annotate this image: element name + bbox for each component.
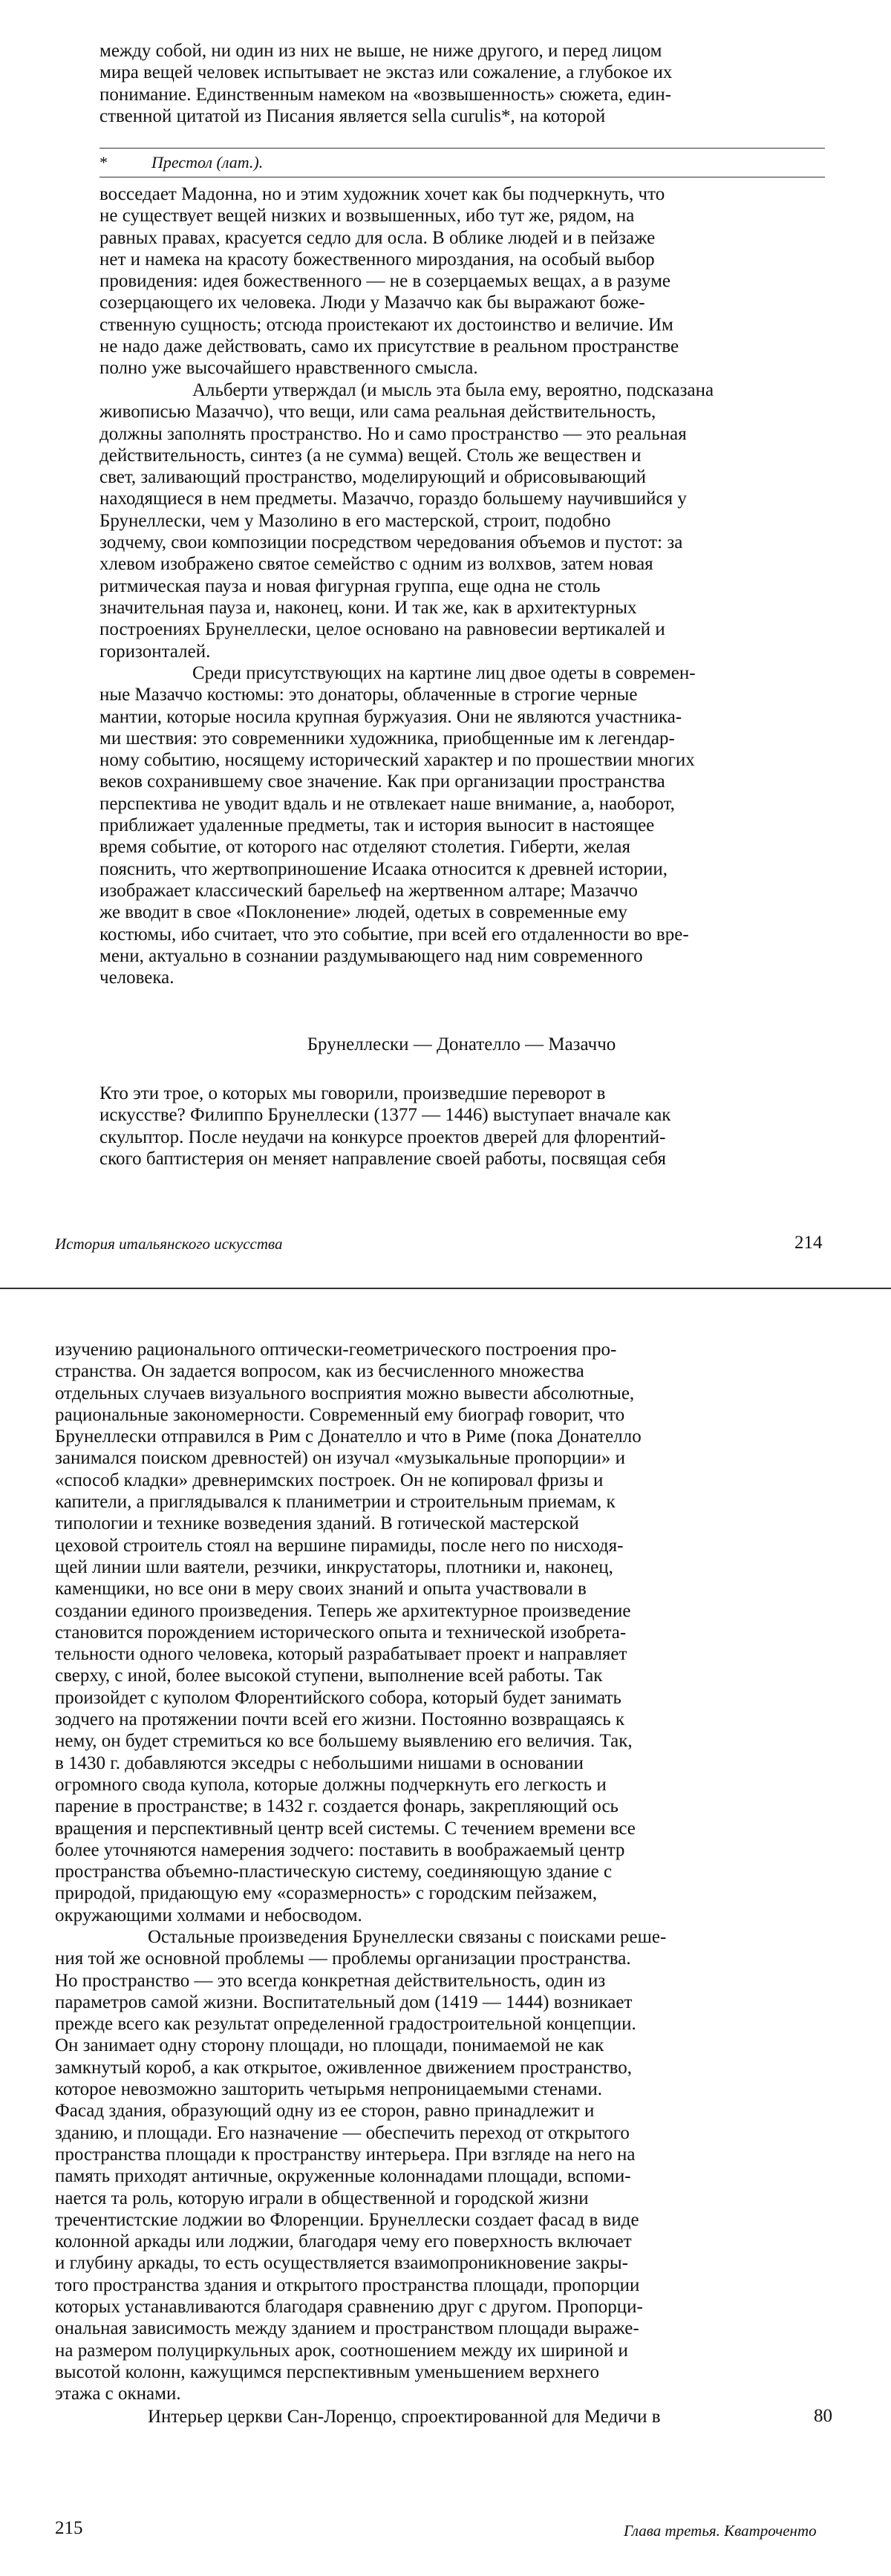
text-line: капители, а приглядывался к планиметрии и строительным приемам, к bbox=[55, 1492, 616, 1513]
page-number: 215 bbox=[55, 2518, 83, 2538]
text-line: Альберти утверждал (и мысль эта была ему, вероятно, подсказана bbox=[192, 380, 714, 400]
text-line: сверху, с иной, более высокой ступени, выполнение всей работы. Так bbox=[55, 1666, 603, 1686]
text-line: время событие, от которого нас отделяют столетия. Гиберти, желая bbox=[99, 837, 630, 858]
paragraph-san-lorenzo bbox=[55, 2406, 781, 2427]
text-line: и глубину аркады, то есть осуществляется взаимопроникновение закры- bbox=[55, 2253, 628, 2274]
text-line: ственной цитатой из Писания является sella curulis*, на которой bbox=[99, 105, 606, 126]
section-heading: Брунеллески — Донателло — Мазаччо bbox=[307, 1034, 616, 1054]
text-line: пространства объемно-пластическую систему, соединяющую здание с bbox=[55, 1862, 613, 1882]
page-number: 214 bbox=[794, 1233, 823, 1253]
text-line: понимание. Единственным намеком на «возвышенность» сюжета, един- bbox=[99, 84, 672, 105]
text-line: каменщики, но все они в меру своих знаний и опыта участвовали в bbox=[55, 1579, 587, 1600]
text-line: горизонталей. bbox=[99, 641, 211, 662]
text-line: которое невозможно зашторить четырьмя непроницаемыми стенами. bbox=[55, 2079, 602, 2100]
text-line: изображает классический барельеф на жертвенном алтаре; Мазаччо bbox=[99, 880, 638, 901]
text-line: вращения и перспективный центр всей системы. С течением времени все bbox=[55, 1818, 636, 1839]
text-line: ному событию, носящему исторический характер и по прошествии многих bbox=[99, 750, 695, 771]
text-line: живописью Мазаччо), что вещи, или сама реальная действительность, bbox=[99, 402, 656, 423]
paragraph-brunelleschi-intro bbox=[99, 1083, 823, 1170]
text-line: тельности одного человека, который разрабатывает проект и направляет bbox=[55, 1644, 627, 1665]
text-line: парение в пространстве; в 1432 г. создается фонарь, закрепляющий ось bbox=[55, 1796, 619, 1817]
text-line: мира вещей человек испытывает не экстаз или сожаление, а глубокое их bbox=[99, 62, 673, 83]
text-line: ния той же основной проблемы — проблемы организации пространства. bbox=[55, 1949, 631, 1969]
text-line: созерцающего их человека. Люди у Мазаччо как бы выражают боже- bbox=[99, 293, 645, 313]
text-line: Фасад здания, образующий одну из ее сторон, равно принадлежит и bbox=[55, 2101, 595, 2122]
text-line: действительность, синтез (а не сумма) вещей. Столь же веществен и bbox=[99, 445, 642, 466]
paragraph-madonna bbox=[99, 183, 823, 379]
text-line: Он занимает одну сторону площади, но площади, понимаемой не как bbox=[55, 2035, 604, 2056]
text-line: Брунеллески, чем у Мазолино в его мастерской, строит, подобно bbox=[99, 510, 611, 531]
running-title: История итальянского искусства bbox=[55, 1235, 283, 1253]
footnote bbox=[99, 153, 263, 172]
text-line: типологии и технике возведения зданий. В готической мастерской bbox=[55, 1513, 579, 1534]
text-line: хлевом изображено святое семейство с одним из волхвов, затем новая bbox=[99, 554, 653, 575]
text-line: зданию, и площади. Его назначение — обеспечить переход от открытого bbox=[55, 2122, 630, 2143]
margin-illustration-number: 80 bbox=[814, 2406, 832, 2426]
text-line: Интерьер церкви Сан-Лоренцо, спроектированной для Медичи в bbox=[148, 2407, 661, 2427]
text-line: должны заполнять пространство. Но и само пространство — это реальная bbox=[99, 423, 687, 444]
text-line: зодчему, свои композиции посредством чередования объемов и пустот: за bbox=[99, 532, 683, 553]
text-line: ритмическая пауза и новая фигурная группа, еще одна не столь bbox=[99, 575, 601, 596]
text-line: же вводит в свое «Поклонение» людей, одетых в современные ему bbox=[99, 902, 627, 923]
text-line: мантии, которые носила крупная буржуазия. Они не являются участника- bbox=[99, 706, 682, 727]
text-line: занимался поиском древностей) он изучал «музыкальные пропорции» и bbox=[55, 1448, 626, 1469]
paragraph-sella-curulis bbox=[99, 40, 823, 127]
text-line: восседает Мадонна, но и этим художник хочет как бы подчеркнуть, что bbox=[99, 184, 665, 204]
text-line: искусстве? Филиппо Брунеллески (1377 — 1446) выступает вначале как bbox=[99, 1105, 671, 1126]
text-line: этажа с окнами. bbox=[55, 2384, 181, 2404]
text-line: Кто эти трое, о которых мы говорили, произведшие переворот в bbox=[99, 1083, 606, 1103]
text-line: более уточняются намерения зодчего: поставить в воображаемый центр bbox=[55, 1839, 625, 1860]
footnote-rule bbox=[99, 148, 825, 149]
text-line: память приходят античные, окруженные колоннадами площади, вспоми- bbox=[55, 2166, 631, 2187]
text-line: высотой колонн, кажущимся перспективным уменьшением верхнего bbox=[55, 2361, 600, 2382]
paragraph-ospedale bbox=[55, 1926, 781, 2405]
text-line: изучению рационального оптически-геометрического построения про- bbox=[55, 1340, 617, 1360]
text-line: ные Мазаччо костюмы: это донаторы, облаченные в строгие черные bbox=[99, 685, 638, 705]
text-line: значительная пауза и, наконец, кони. И так же, как в архитектурных bbox=[99, 597, 637, 618]
footnote-text: Престол (лат.). bbox=[151, 153, 264, 172]
text-line: ского баптистерия он меняет направление своей работы, посвящая себя bbox=[99, 1148, 666, 1169]
footnote-mark: * bbox=[99, 153, 108, 172]
paragraph-donors bbox=[99, 662, 823, 988]
text-line: между собой, ни один из них не выше, не ниже другого, и перед лицом bbox=[99, 41, 662, 61]
text-line: огромного свода купола, которые должны подчеркнуть его легкость и bbox=[55, 1774, 607, 1795]
text-line: скульптор. После неудачи на конкурсе проектов дверей для флорентий- bbox=[99, 1126, 666, 1147]
text-line: того пространства здания и открытого пространства площади, пропорции bbox=[55, 2275, 640, 2295]
text-line: зодчего на протяжении почти всей его жизни. Постоянно возвращаясь к bbox=[55, 1709, 625, 1730]
text-line: Остальные произведения Брунеллески связаны с поисками реше- bbox=[148, 1927, 667, 1947]
text-line: Но пространство — это всегда конкретная действительность, один из bbox=[55, 1970, 606, 1991]
text-line: пояснить, что жертвоприношение Исаака относится к древней истории, bbox=[99, 858, 668, 879]
paragraph-optics bbox=[55, 1339, 781, 1926]
text-line: ональная зависимость между зданием и пространством площади выраже- bbox=[55, 2318, 639, 2339]
text-line: не существует вещей низких и возвышенных, ибо тут же, рядом, на bbox=[99, 206, 635, 226]
text-line: нается та роль, которую играли в общественной и городской жизни bbox=[55, 2188, 589, 2208]
text-line: пространства площади к пространству интерьера. При взгляде на него на bbox=[55, 2144, 636, 2165]
book-page-215 bbox=[0, 1289, 891, 2576]
text-line: в 1430 г. добавляются экседры с небольшими нишами в основании bbox=[55, 1752, 584, 1773]
text-line: создании единого произведения. Теперь же архитектурное произведение bbox=[55, 1600, 631, 1621]
text-line: ственную сущность; отсюда проистекают их достоинство и величие. Им bbox=[99, 314, 673, 335]
text-line: параметров самой жизни. Воспитательный дом (1419 — 1444) возникает bbox=[55, 1992, 633, 2012]
text-line: окружающими холмами и небосводом. bbox=[55, 1905, 362, 1926]
running-title: Глава третья. Кватроченто bbox=[624, 2522, 817, 2540]
text-line: прежде всего как результат определенной градостроительной концепции. bbox=[55, 2014, 636, 2035]
text-line: тречентистские лоджии во Флоренции. Брунеллески создает фасад в виде bbox=[55, 2209, 639, 2230]
text-line: на размером полуциркульных арок, соотношением между их шириной и bbox=[55, 2340, 628, 2361]
text-line: замкнутый короб, а как открытое, оживленное движением пространство, bbox=[55, 2057, 632, 2078]
text-line: Брунеллески отправился в Рим с Донателло и что в Риме (пока Донателло bbox=[55, 1426, 642, 1447]
text-line: которых устанавливаются благодаря сравнению друг с другом. Пропорци- bbox=[55, 2297, 643, 2318]
text-line: произойдет с куполом Флорентийского собора, который будет занимать bbox=[55, 1687, 621, 1708]
text-line: Среди присутствующих на картине лиц двое одеты в современ- bbox=[192, 663, 696, 683]
text-line: построениях Брунеллески, целое основано на равновесии вертикалей и bbox=[99, 619, 665, 640]
text-line: находящиеся в нем предметы. Мазаччо, гораздо большему научившийся у bbox=[99, 489, 687, 509]
text-line: провидения: идея божественного — не в созерцаемых вещах, а в разуме bbox=[99, 271, 671, 292]
text-line: странства. Он задается вопросом, как из бесчисленного множества bbox=[55, 1361, 584, 1382]
text-line: перспектива не уводит вдаль и не отвлекает наше внимание, а, наоборот, bbox=[99, 793, 675, 814]
text-line: колонной аркады или лоджии, благодаря чему его поверхность включает bbox=[55, 2231, 632, 2252]
text-line: мени, актуально в сознании раздумывающего над ним современного bbox=[99, 945, 643, 966]
text-line: нему, он будет стремиться ко все большему выявлению его величия. Так, bbox=[55, 1731, 633, 1752]
text-line: ми шествия: это современники художника, приобщенные им к легендар- bbox=[99, 728, 675, 749]
text-line: щей линии шли ваятели, резчики, инкрустаторы, плотники и, наконец, bbox=[55, 1556, 613, 1577]
text-line: становится порождением исторического опыта и технической изобрета- bbox=[55, 1622, 627, 1643]
text-line: нет и намека на красоту божественного мироздания, на особый выбор bbox=[99, 249, 655, 270]
text-line: «способ кладки» древнеримских построек. Он не копировал фризы и bbox=[55, 1470, 604, 1490]
text-line: полно уже высочайшего нравственного смысла. bbox=[99, 358, 478, 379]
text-line: костюмы, ибо считает, что это событие, при всей его отдаленности во вре- bbox=[99, 924, 689, 945]
paragraph-alberti bbox=[99, 379, 823, 662]
text-line: рациональные закономерности. Современный ему биограф говорит, что bbox=[55, 1404, 625, 1425]
text-line: цеховой строитель стоял на вершине пирамиды, после него по нисходя- bbox=[55, 1535, 624, 1556]
text-line: приближает удаленные предметы, так и история выносит в настоящее bbox=[99, 815, 655, 836]
text-line: человека. bbox=[99, 968, 174, 988]
text-line: не надо даже действовать, само их присутствие в реальном пространстве bbox=[99, 336, 679, 357]
text-line: отдельных случаев визуального восприятия можно вывести абсолютные, bbox=[55, 1383, 635, 1403]
text-line: веков сохранившему свое значение. Как при организации пространства bbox=[99, 772, 665, 792]
text-line: равных правах, красуется седло для осла. В облике людей и в пейзаже bbox=[99, 227, 656, 248]
text-line: свет, заливающий пространство, моделирующий и обрисовывающий bbox=[99, 467, 646, 488]
text-line: природой, придающую ему «соразмерность» с городским пейзажем, bbox=[55, 1883, 598, 1904]
